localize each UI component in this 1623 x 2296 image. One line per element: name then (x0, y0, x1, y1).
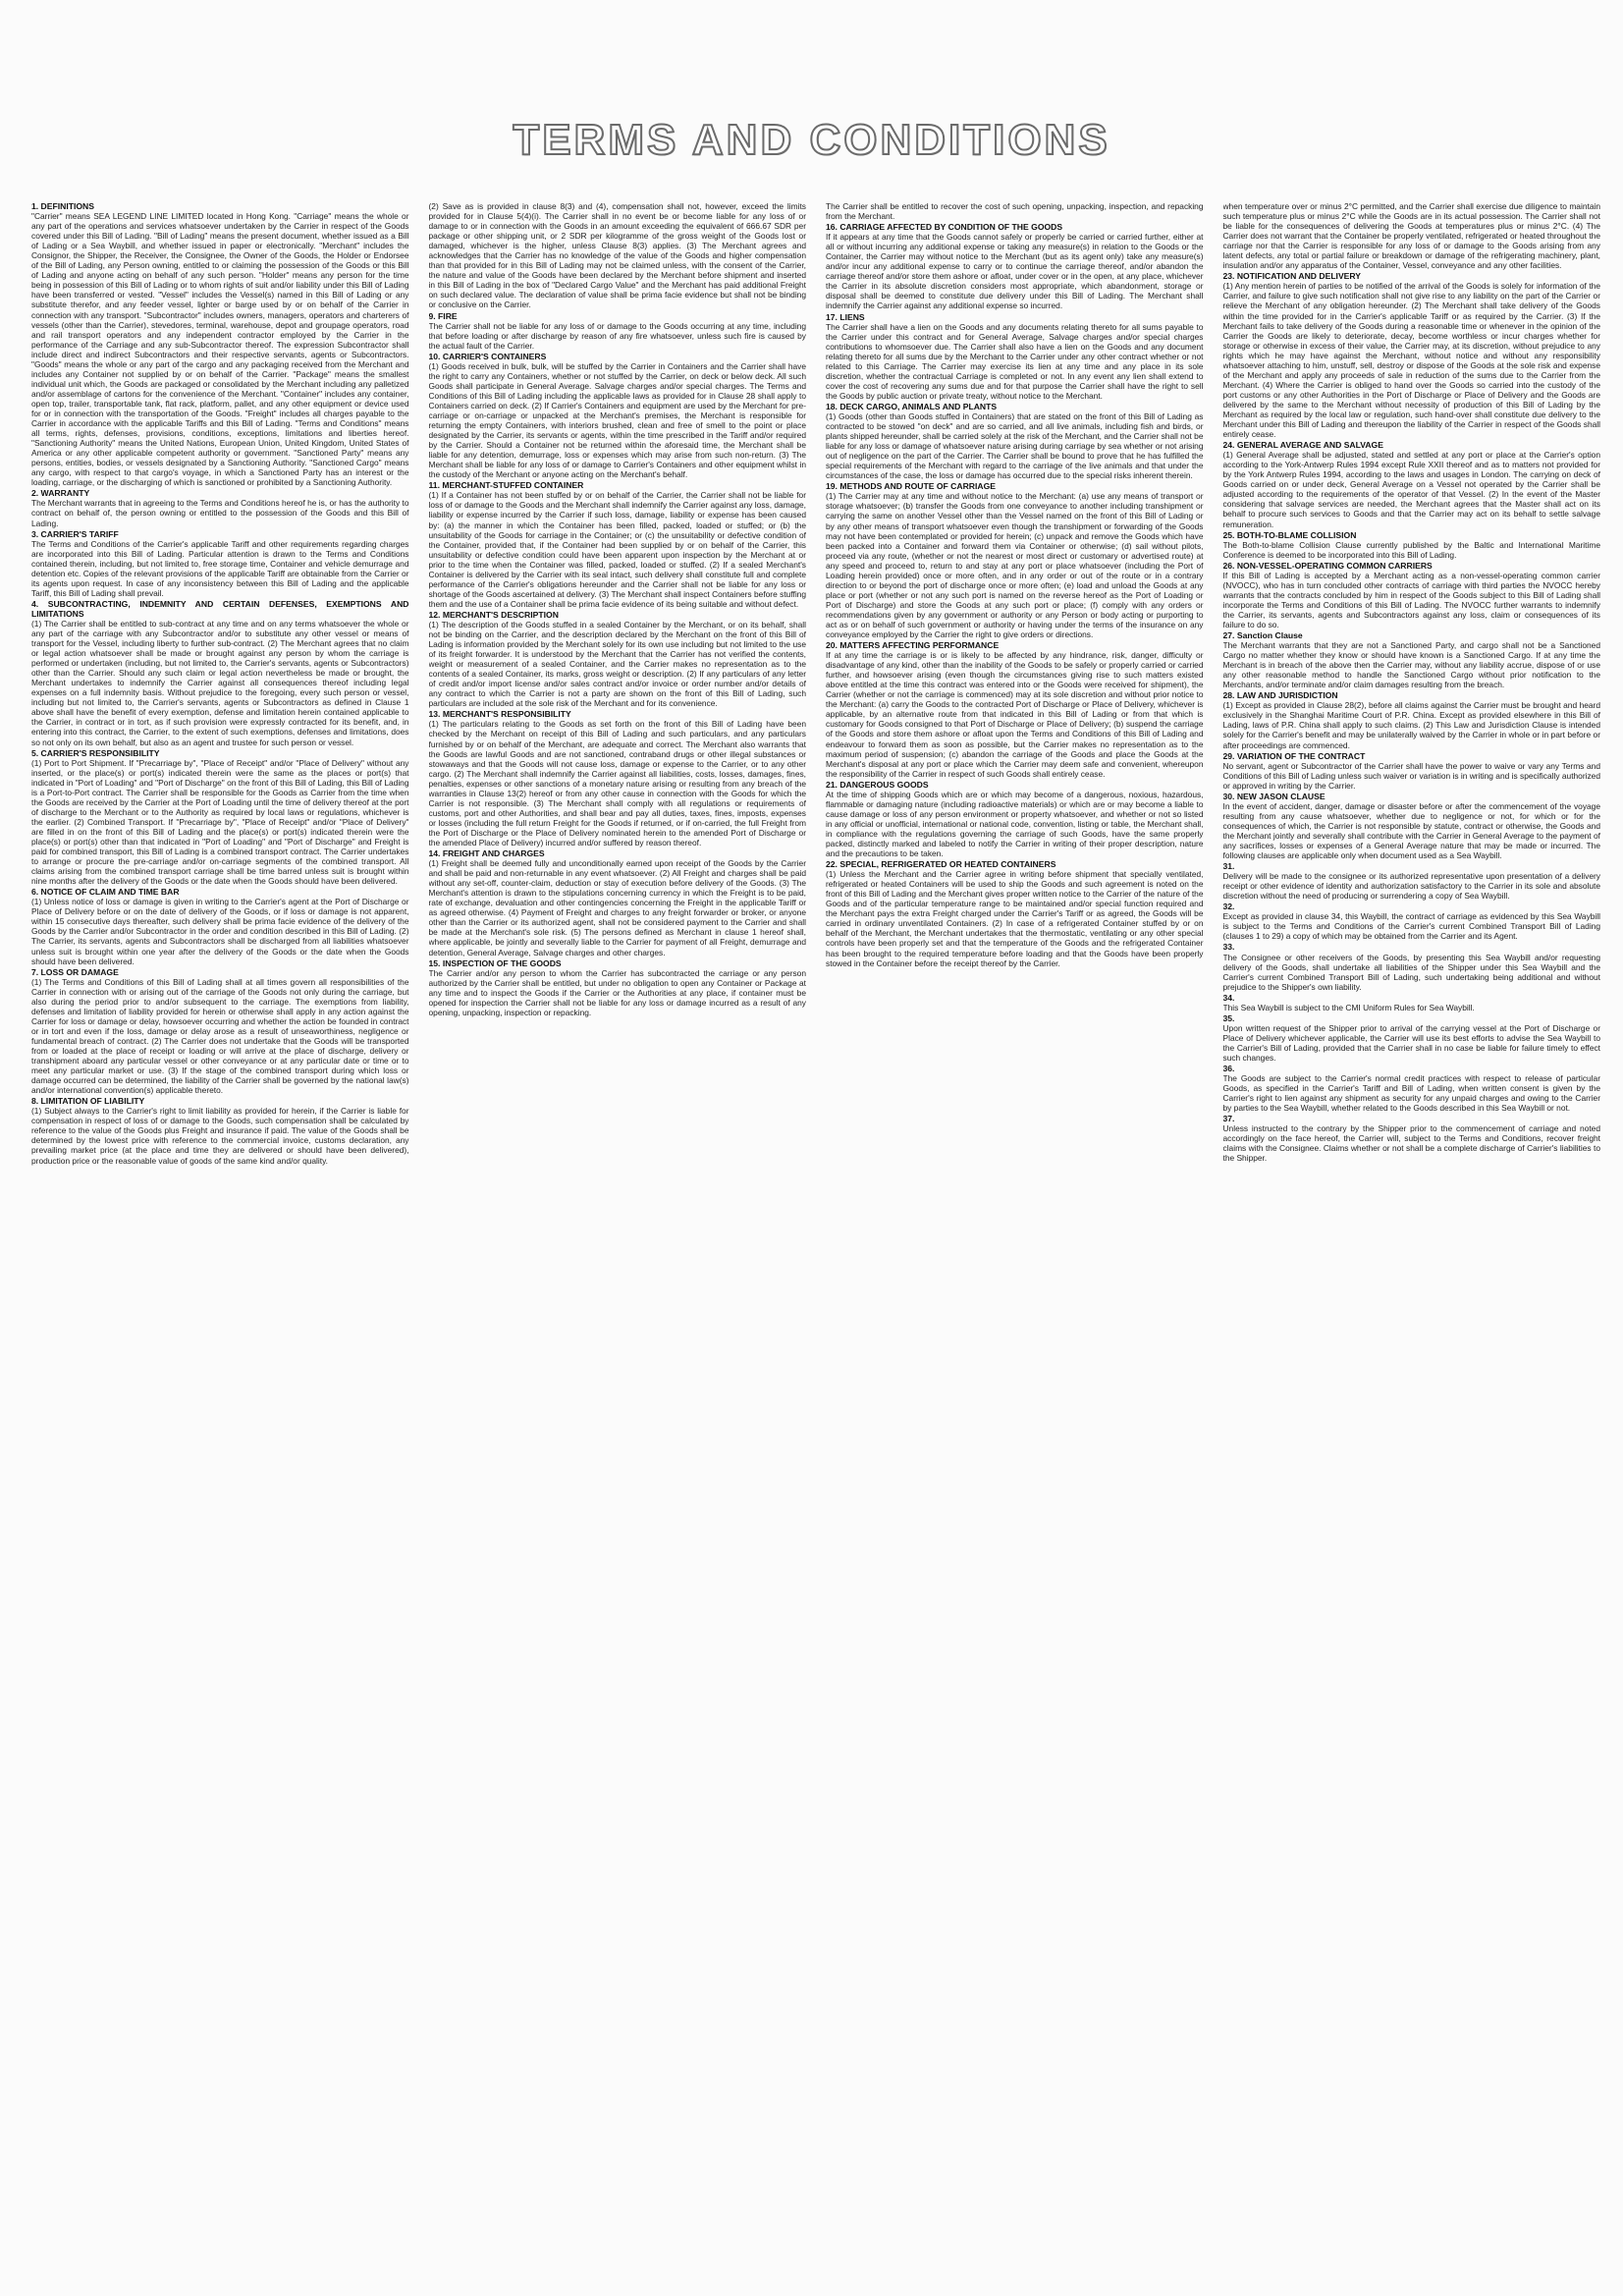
clause-body: Unless instructed to the contrary by the Shipper prior to the commencement of carriage and noted accordingly on the face hereof, the Carrier will, subject to the Terms and Conditions, recover freight claims with the Consignee. Claims whether or not shall be a complete discharge of Carrier's liabilities to the Shipper. (1222, 1123, 1600, 1164)
clause-heading: 26. NON-VESSEL-OPERATING COMMON CARRIERS (1222, 560, 1433, 571)
clause-heading: 15. INSPECTION OF THE GOODS (428, 957, 562, 968)
clause-heading: 5. CARRIER'S RESPONSIBILITY (31, 747, 160, 758)
clause-heading: 22. SPECIAL, REFRIGERATED OR HEATED CONTAINERS (826, 859, 1056, 870)
terms-column-1 (31, 201, 409, 2288)
clause-body: (1) The Terms and Conditions of this Bill of Lading shall at all times govern all responsibilities of the Carrier in connection with or arising out of the carriage of the Goods not only during the carriage, but also during the period prior to and/or subsequent to the carriage. The exemptions from liability, defenses and limitation of liability provided for herein or otherwise shall apply in any action against the Carrier for loss or damage or delay, howsoever occurring and whether the action be founded in contract or in tort and even if the loss, damage or delay arose as a result of unseaworthiness, negligence or fundamental breach of contract. (2) The Carrier does not undertake that the Goods will be transported from or loaded at the place of receipt or loading or will arrive at the place of discharge, delivery or transhipment aboard any particular vessel or other conveyance or at any particular date or time or to meet any particular market or use. (3) If the stage of the combined transport during which loss or damage occurred can be determined, the liability of the Carrier shall be governed by the national law(s) and/or international convention(s) applicable thereto. (31, 976, 409, 1096)
clause-body: (1) Port to Port Shipment. If "Precarriage by", "Place of Receipt" and/or "Place of Delivery" without any inserted, or the place(s) or port(s) indicated therein were the same as the places or port(s) that indicated in "Port of Loading" and "Port of Discharge" on the front of this Bill of Lading, this Bill of Lading is a Port-to-Port contract. The Carrier shall be responsible for the Goods as Carrier from the time when the Goods are received by the Carrier at the Port of Loading until the time of delivery thereof at the port of discharge to the Merchant or to the Authority as required by local laws or regulations, whichever is the earlier. (2) Combined Transport. If "Precarriage by", "Place of Receipt" and/or "Place of Delivery" are filled in on the front of this Bill of Lading and the place(s) or port(s) indicated therein were the place(s) or port(s) other than that indicated in "Port of Loading" and "Port of Discharge" and Freight is paid for combined transport, this Bill of Lading is a combined transport contract. The Carrier undertakes to arrange or procure the pre-carriage and/or on-carriage segments of the combined transport. All claims arising from the combined transport carriage shall be time barred unless suit is brought within nine months after the delivery of the Goods or the date when the Goods should have been delivered. (31, 757, 409, 887)
page-title: TERMS AND CONDITIONS (513, 116, 1110, 164)
clause-section (1223, 271, 1601, 439)
clause-section (429, 709, 807, 847)
clause-section (826, 402, 1204, 480)
clause-section (429, 480, 807, 609)
clause-heading: 31. (1222, 861, 1235, 872)
clause-section (1223, 630, 1601, 689)
clause-body: If this Bill of Lading is accepted by a Merchant acting as a non-vessel-operating common carrier (NVOCC), who has in turn concluded other contracts of carriage with third parties the NVOCC hereby warrants that the contracts concluded by him in respect of the Goods subject to this Bill of Lading shall incorporate the Terms and Conditions of this Bill of Lading. The NVOCC further warrants to indemnify the Carrier, its servants, agents and Subcontractors against any loss, claim or consequences of its failure to do so. (1222, 570, 1600, 629)
clause-heading: 20. MATTERS AFFECTING PERFORMANCE (826, 640, 1000, 651)
clause-heading: 1. DEFINITIONS (31, 201, 94, 211)
clause-body: The Goods are subject to the Carrier's normal credit practices with respect to release of particular Goods, as specified in the Carrier's Tariff and Bill of Lading, when written consent is given by the Carrier's right to lien against any shipment as security for any unpaid charges and owing to the Carrier by parties to the Sea Waybill, whether related to the Goods described in this Sea Waybill or not. (1222, 1073, 1600, 1114)
clause-section (1223, 201, 1601, 270)
clause-body: (1) If a Container has not been stuffed by or on behalf of the Carrier, the Carrier shall not be liable for loss of or damage to the Goods and the Merchant shall indemnify the Carrier against any loss, damage, liability or expense incurred by the Carrier if such loss, damage, liability or expense has been caused by: (a) the manner in which the Container has been filled, packed, loaded or stuffed; or (b) the unsuitability of the Goods for carriage in the Container; or (c) the unsuitability or defective condition of the Container, provided that, if the Container had been supplied by or on behalf of the Carrier, this unsuitability or defective condition could have been apparent upon inspection by the Merchant at or prior to the time when the Container was filled, packed, loaded or stuffed. (2) If a sealed Merchant's Container is delivered by the Carrier with its seal intact, such delivery shall constitute full and complete performance of the Carrier's obligations hereunder and the Carrier shall not be liable for any loss or shortage of the Goods ascertained at delivery. (3) The Merchant shall inspect Containers before stuffing them and the use of a Container shall be prima facie evidence of its being suitable and without defect. (428, 490, 806, 609)
clause-body: (1) Any mention herein of parties to be notified of the arrival of the Goods is solely for information of the Carrier, and failure to give such notification shall not give rise to any liability on the part of the Carrier or relieve the Merchant of any obligation hereunder. (2) The Merchant shall take delivery of the Goods within the time provided for in the Carrier's applicable Tariff or as required by the Carrier. (3) If the Merchant fails to take delivery of the Goods during a reasonable time or whenever in the opinion of the Carrier the Goods are likely to deteriorate, decay, become worthless or incur charges whether for storage or otherwise in excess of their value, the Carrier may, at its discretion, without prejudice to any rights which he may have against the Merchant, without notice and without any responsibility whatsoever attaching to him, unstuff, sell, destroy or dispose of the Goods at the sole risk and expense of the Merchant and apply any proceeds of sale in reduction of the sums due to the Carrier from the Merchant. (4) Where the Carrier is obliged to hand over the Goods so carried into the custody of the port customs or any other Authorities in the Port of Discharge or Place of Delivery and the Goods are delivered by the same to the Merchant without necessity of production of this Bill of Lading by the Merchant as required by the local law or regulation, such hand-over shall constitute due delivery to the Merchant under this Bill of Lading and thereupon the liability of the Carrier in respect of the Goods shall entirely cease. (1222, 281, 1600, 440)
clause-section (1223, 792, 1601, 860)
clause-body: (1) Subject always to the Carrier's right to limit liability as provided for herein, if the Carrier is liable for compensation in respect of loss of or damage to the Goods, such compensation shall be calculated by reference to the value of the Goods plus Freight and insurance if paid. The value of the Goods shall be determined by the lowest price with reference to the commercial invoice, customs declaration, any prevailing market price (at the place and time they are delivered or should have been delivered), production price or the reasonable value of goods of the same kind and/or quality. (31, 1106, 409, 1166)
clause-section (1223, 440, 1601, 528)
clause-section (1223, 530, 1601, 560)
clause-body: (1) Goods received in bulk, bulk, will be stuffed by the Carrier in Containers and the Carrier shall have the right to carry any Containers, whether or not stuffed by the Carrier, on deck or below deck. All such Goods shall participate in General Average. Salvage charges and/or special charges. The Terms and Conditions of this Bill of Lading including the applicable laws as provided for in Clause 28 shall apply to Containers carried on deck. (2) If Carrier's Containers and equipment are used by the Merchant for pre-carriage or on-carriage or unpacked at the Merchant's premises, the Merchant is responsible for returning the empty Containers, with interiors brushed, clean and free of smell to the point or place designated by the Carrier, its servants or agents, within the time prescribed in the Tariff and/or required by the Carrier. Should a Container not be returned within the aforesaid time, the Merchant shall be liable for any detention, demurrage, loss or expenses which may arise from such non-return. (3) The Merchant shall be liable for any loss of or damage to Carrier's Containers and other equipment whilst in the custody of the Merchant or anyone acting on the Merchant's behalf. (428, 360, 806, 480)
clause-body: (1) Unless the Merchant and the Carrier agree in writing before shipment that specially ventilated, refrigerated or heated Containers will be used to ship the Goods and such agreement is noted on the front of this Bill of Lading and the Merchant gives proper written notice to the Carrier of the nature of the Goods and of the particular temperature range to be maintained and/or special function required and the Merchant pays the extra Freight charged under the Carrier's Tariff or as agreed, the Goods will be carried in ordinary unventilated Containers. (2) In case of a refrigerated Container stuffed by or on behalf of the Merchant, the Merchant undertakes that the thermostatic, ventilating or any other special controls have been properly set and that the temperature of the Goods and the refrigerated Container has been brought to the required temperature before loading and that the Goods have been properly stowed in the Container before the receipt thereof by the Carrier. (826, 869, 1204, 968)
clause-body: The Carrier shall be entitled to recover the cost of such opening, unpacking, inspection, and repacking from the Merchant. (826, 201, 1204, 222)
clause-body: (2) Save as is provided in clause 8(3) and (4), compensation shall not, however, exceed the limits provided for in Clause 5(4)(i). The Carrier shall in no event be or become liable for any loss of or damage to or in connection with the Goods in an amount exceeding the equivalent of 666.67 SDR per package or other shipping unit, or 2 SDR per kilogramme of the gross weight of the Goods lost or damaged, whichever is the higher, unless Clause 8(3) applies. (3) The Merchant agrees and acknowledges that the Carrier has no knowledge of the value of the Goods and higher compensation than that provided for in this Bill of Lading may not be claimed unless, with the consent of the Carrier, the nature and value of the Goods have been declared by the Merchant before shipment and inserted in this Bill of Lading in the box of "Declared Cargo Value" and the Merchant has paid additional Freight on such declared value. The declaration of value shall be prima facie evidence but shall not be binding or conclusive on the Carrier. (428, 201, 806, 310)
clause-heading: 10. CARRIER'S CONTAINERS (428, 351, 547, 361)
clause-section (1223, 1114, 1601, 1163)
clause-heading: 29. VARIATION OF THE CONTRACT (1222, 750, 1366, 761)
clause-section (826, 859, 1204, 968)
clause-section (1223, 902, 1601, 941)
clause-heading: 30. NEW JASON CLAUSE (1222, 791, 1325, 801)
clause-body: The Carrier and/or any person to whom the Carrier has subcontracted the carriage or any person authorized by the Carrier shall be entitled, but under no obligation to open any Container or Package at any time and to inspect the Goods if the Carrier or the Authorities at any place, if container must be opened for inspection the Carrier shall not be liable for any loss or damage incurred as a result of any opening, unpacking, inspection or repacking. (428, 967, 806, 1017)
clause-section (31, 748, 409, 887)
clause-body: when temperature over or minus 2°C permitted, and the Carrier shall exercise due diligence to maintain such temperature plus or minus 2°C while the Goods are in its actual possession. The Carrier shall not be liable for the consequences of delivering the Goods at temperatures plus or minus 2°C. (4) The Carrier does not warrant that the Container be properly ventilated, refrigerated or heated throughout the carriage nor that the Carrier is responsible for any loss of or damage to the Goods arising from any latent defects, any total or partial failure or breakdown or damage of the refrigerating machinery, plant, insulation and/or any apparatus of the Container, Vessel, conveyance and any other facilities. (1222, 201, 1600, 271)
clause-heading: 33. (1222, 942, 1235, 953)
clause-body: The Carrier shall have a lien on the Goods and any documents relating thereto for all sums payable to the Carrier under this contract and for General Average, Salvage charges and/or special charges contributions to whomsoever due. The Carrier shall also have a lien on the Goods and any document relating thereto for all sums due by the Merchant to the Carrier under any other contract whether or not related to this Carriage. The Carrier may exercise its lien at any time and any place in its sole discretion, whether the contractual Carriage is completed or not. In any event any lien shall extend to cover the cost of recovering any sums due and for that purpose the Carrier shall have the right to sell the Goods by public auction or private treaty, without notice to the Merchant. (826, 321, 1204, 401)
clause-section (31, 488, 409, 527)
clause-heading: 17. LIENS (826, 311, 865, 322)
clause-section (429, 352, 807, 480)
terms-column-3 (826, 201, 1204, 2288)
clause-section (826, 201, 1204, 221)
clause-heading: 36. (1222, 1064, 1235, 1074)
clause-section (31, 1096, 409, 1165)
clause-section (1223, 751, 1601, 791)
clause-section (429, 848, 807, 957)
clause-heading: 11. MERCHANT-STUFFED CONTAINER (428, 480, 584, 491)
clause-body: (1) The description of the Goods stuffed in a sealed Container by the Merchant, or on its behalf, shall not be binding on the Carrier, and the description declared by the Merchant on the front of this Bill of Lading is information provided by the Merchant solely for its own use including but not limited to the use of its freight forwarder. It is understood by the Merchant that the Carrier has not verified the contents, weight or measurement of a sealed Container, and the Carrier makes no representation as to the contents of a sealed Container, its marks, gross weight or description. (2) If any particulars of any letter of credit and/or import license and/or sales contract and/or invoice or order number and/or details of any contract to which the Carrier is not a party are shown on the front of this Bill of Lading, such particulars are included at the sole risk of the Merchant and for its convenience. (428, 619, 806, 709)
clause-body: The Both-to-blame Collision Clause currently published by the Baltic and International Maritime Conference is deemed to be incorporated into this Bill of Lading. (1222, 539, 1600, 560)
clause-heading: 6. NOTICE OF CLAIM AND TIME BAR (31, 887, 180, 898)
clause-body: This Sea Waybill is subject to the CMI Uniform Rules for Sea Waybill. (1222, 1002, 1475, 1012)
clause-section (429, 610, 807, 708)
clause-body: If at any time the carriage is or is likely to be affected by any hindrance, risk, danger, difficulty or disadvantage of any kind, other than the inability of the Goods to be safely or properly carried or carried further, and howsoever arising (even though the circumstances giving rise to such matters existed above entitled at the time this contract was entered into or the Goods were received for shipment), the Carrier (whether or not the carriage is commenced) may at its sole discretion and without prior notice to the Merchant: (a) carry the Goods to the contracted Port of Discharge or Place of Delivery, whichever is applicable, by an alternative route from that indicated in this Bill of Lading or from that which is customary for Goods consigned to that Port of Discharge or Place of Delivery; (b) suspend the carriage of the Goods and store them ashore or afloat upon the Terms and Conditions of this Bill of Lading and endeavour to forward them as soon as possible, but the Carrier makes no representation as to the maximum period of suspension; (c) abandon the carriage of the Goods and place the Goods at the Merchant's disposal at any port or place which the Carrier may deem safe and convenient, whereupon the responsibility of the Carrier in respect of such Goods shall entirely cease. (826, 650, 1204, 779)
clause-body: (1) General Average shall be adjusted, stated and settled at any port or place at the Carrier's option according to the York-Antwerp Rules 1994 except Rule XXII thereof and as to matters not provided for by the York Antwerp Rules 1994, according to the laws and usages in London. The carrying on deck of Goods carried on or under deck, General Average on a Vessel not operated by the Carrier shall be adjusted according to the requirements of the operator of that Vessel. (2) In the event of the Master considering that salvage services are needed, the Merchant agrees that the Master shall act on its behalf to procure such services to Goods and that the Carrier may act on its behalf to settle salvage remuneration. (1222, 450, 1600, 529)
terms-column-2 (429, 201, 807, 2288)
clause-heading: 21. DANGEROUS GOODS (826, 779, 929, 790)
clause-heading: 9. FIRE (428, 310, 458, 321)
clause-section (826, 780, 1204, 858)
clause-section (826, 222, 1204, 310)
clause-heading: 19. METHODS AND ROUTE OF CARRIAGE (826, 481, 996, 492)
clause-body: The Carrier shall not be liable for any loss of or damage to the Goods occurring at any time, including that before loading or after discharge by reason of any fire whatsoever, unless such fire is caused by the actual fault of the Carrier. (428, 320, 806, 351)
clause-section (1223, 1064, 1601, 1113)
clause-section (31, 967, 409, 1096)
clause-heading: 7. LOSS OR DAMAGE (31, 966, 119, 977)
clause-body: "Carrier" means SEA LEGEND LINE LIMITED located in Hong Kong. "Carriage" means the whole or any part of the operations and services whatsoever undertaken by the Carrier in respect of the Goods covered under this Bill of Lading. "Bill of Lading" means the present document, whether issued as a Bill of Lading or a Sea Waybill, and whether issued in paper or electronically. "Merchant" includes the Consignor, the Shipper, the Receiver, the Consignee, the Owner of the Goods, the Holder or Endorsee of the Bill of Lading, any Person owning, entitled to or claiming the possession of the Goods or this Bill of Lading and anyone acting on behalf of any such person. "Holder" means any person for the time being in possession of this Bill of Lading or to whom rights of suit and/or liability under this Bill of Lading have been transferred or vested. "Vessel" includes the Vessel(s) named in this Bill of Lading or any substitute therefor, and any feeder vessel, lighter or barge used by or on behalf of the Carrier in connection with any transport. "Subcontractor" includes owners, managers, operators and charterers of vessels (other than the Carrier), stevedores, terminal, warehouse, depot and groupage operators, road and rail transport operators and any independent contractor employed by the Carrier in the performance of the Carriage and any sub-Subcontractor thereof. The expression Subcontractor shall include direct and indirect Subcontractors and their respective servants, agents or Subcontractors. "Goods" means the whole or any part of the cargo and any packaging received from the Merchant and includes any Container not supplied by or on behalf of the Carrier. "Package" means the smallest individual unit which, the Goods are packaged or consolidated by the Merchant including any palletized and/or assemblage of cartons for the convenience of the Merchant. "Container" includes any container, open top, trailer, transportable tank, flat rack, platform, pallet, and any other equipment or device used for or in connection with the transportation of the Goods. "Freight" includes all charges payable to the Carrier in accordance with the applicable Tariffs and this Bill of Lading. "Terms and Conditions" means all terms, rights, defenses, provisions, conditions, exceptions, limitations and liberties hereof. "Sanctioning Authority" means the United Nations, European Union, United Kingdom, United States of America or any other applicable competent authority or government. "Sanctioned Party" means any persons, entities, bodies, or vessels designated by a Sanctioning Authority. "Sanctioned Cargo" means any cargo, with respect to that cargo's voyage, in which a Sanctioned Party has an interest or the loading, carriage, or the discharging of which is sanctioned or prohibited by a Sanctioning Authority. (31, 211, 409, 488)
clause-body: No servant, agent or Subcontractor of the Carrier shall have the power to waive or vary any Terms and Conditions of this Bill of Lading unless such waiver or variation is in writing and is specifically authorized or approved in writing by the Carrier. (1222, 760, 1600, 791)
clause-section (429, 201, 807, 310)
clause-body: (1) Unless notice of loss or damage is given in writing to the Carrier's agent at the Port of Discharge or Place of Delivery before or on the date of delivery of the Goods, or if loss or damage is not apparent, within 15 consecutive days thereafter, such delivery shall be prima facie evidence of the delivery of the Goods by the Carrier and/or Subcontractor in the order and condition described in this Bill of Lading. (2) The Carrier, its servants, agents and Subcontractors shall be discharged from all liabilities whatsoever unless suit is brought within one year after the delivery of the Goods or the date when the Goods should have been delivered. (31, 897, 409, 966)
clause-heading: 3. CARRIER'S TARIFF (31, 528, 119, 539)
clause-body: Delivery will be made to the consignee or its authorized representative upon presentation of a delivery receipt or other evidence of identity and authorization satisfactory to the Carrier in its sole and absolute discretion without the need of producing or surrendering a copy of Sea Waybill. (1222, 871, 1600, 902)
clause-heading: 35. (1222, 1012, 1235, 1023)
clause-body: (1) Freight shall be deemed fully and unconditionally earned upon receipt of the Goods by the Carrier and shall be paid and non-returnable in any event whatsoever. (2) All Freight and charges shall be paid without any set-off, counter-claim, deduction or stay of execution before delivery of the Goods. (3) The Merchant's attention is drawn to the stipulations concerning currency in which the Freight is to be paid, rate of exchange, devaluation and other contingencies concerning the Freight in the applicable Tariff or as agreed otherwise. (4) Payment of Freight and charges to any freight forwarder or broker, or anyone other than the Carrier or its authorized agent, shall not be considered payment to the Carrier and shall be made at the Merchant's sole risk. (5) The persons defined as Merchant in clause 1 hereof shall, where applicable, be jointly and severally liable to the Carrier for payment of all Freight, demurrage and detention, General Average, Salvage charges and other charges. (428, 858, 806, 957)
clause-body: The Consignee or other receivers of the Goods, by presenting this Sea Waybill and/or requesting delivery of the Goods, shall undertake all liabilities of the Shipper under this Sea Waybill and the Carrier's current Combined Transport Bill of Lading, such undertaking being additional and without prejudice to the Shipper's own liability. (1222, 952, 1600, 992)
clause-heading: 25. BOTH-TO-BLAME COLLISION (1222, 529, 1357, 540)
clause-body: Upon written request of the Shipper prior to arrival of the carrying vessel at the Port of Discharge or Place of Delivery whichever applicable, the Carrier will use its best efforts to advise the Sea Waybill to the Carrier's Bill of Lading, provided that the Carrier shall in no case be liable for failure timely to effect such changes. (1222, 1022, 1600, 1063)
clause-section (31, 529, 409, 598)
clause-section (1223, 561, 1601, 629)
clause-section (429, 311, 807, 351)
clause-body: (1) Goods (other than Goods stuffed in Containers) that are stated on the front of this Bill of Lading as contracted to be stowed "on deck" and are so carried, and all live animals, including fish and birds, or plants shipped hereunder, shall be carried solely at the risk of the Merchant, and the Carrier shall not be liable for any loss or damage of whatsoever nature arising during carriage by sea whether or not arising out of negligence on the part of the Carrier. The Carrier shall be bound to prove that he has fulfilled the special requirements of the Merchant with regard to the carriage of the live animals and that under the circumstances of the case, the loss or damage has occurred due to the special risks inherent therein. (826, 410, 1204, 481)
clause-body: (1) The particulars relating to the Goods as set forth on the front of this Bill of Lading have been checked by the Merchant on receipt of this Bill of Lading and such particulars, and any particulars furnished by or on behalf of the Merchant, are adequate and correct. The Merchant also warrants that the Goods are lawful Goods and are not sanctioned, contraband drugs or other illegal substances or stowaways and that the Goods will not cause loss, damage or expense to the Carrier, or to any other cargo. (2) The Merchant shall indemnify the Carrier against all liabilities, costs, losses, damages, fines, penalties, expenses or other sanctions of a monetary nature arising or resulting from any breach of the warranties in Clause 13(2) hereof or from any other cause in connection with the Goods for which the Carrier is not responsible. (3) The Merchant shall comply with all regulations or requirements of customs, port and other Authorities, and shall bear and pay all duties, taxes, fines, imposts, expenses or losses (including the full return Freight for the Goods if returned, or if on-carried, the full Freight from the Port of Discharge or the Place of Delivery nominated herein to the amended Port of Discharge or the amended Place of Delivery) incurred and/or suffered by reason thereof. (428, 719, 806, 847)
clause-body: In the event of accident, danger, damage or disaster before or after the commencement of the voyage resulting from any cause whatsoever, whether due to negligence or not, for which or for the consequences of which, the Carrier is not responsible by statute, contract or otherwise, the Goods and the Merchant jointly and severally shall contribute with the Carrier in General Average to the payment of any sacrifices, losses or expenses of a General Average nature that may be made or incurred. The following clauses are applicable only when document used as a Sea Waybill. (1222, 800, 1600, 861)
clause-body: (1) The Carrier may at any time and without notice to the Merchant: (a) use any means of transport or storage whatsoever; (b) transfer the Goods from one conveyance to another including transhipment or carrying the same on another Vessel other than the Vessel named on the front of this Bill of Lading or by any other means of transport whatsoever even though the transhipment or forwarding of the Goods may not have been contemplated or provided for herein; (c) unpack and remove the Goods which have been packed into a Container and forward them via Container or otherwise; (d) sail without pilots, proceed via any route, (whether or not the nearest or most direct or customary or advertised route) at any speed and proceed to, return to and stay at any port or place whatsoever (including the Port of Loading herein provided) once or more often, and in any order or out of the route or in a contrary direction to or beyond the port of discharge once or more often; (e) load and unload the Goods at any place or port (whether or not any such port is named on the reverse hereof as the Port of Loading or Port of Discharge) and store the Goods at any such port or place; (f) comply with any orders or recommendations given by any government or authority or any Person or body acting or purporting to act as or on behalf of such government or authority or having under the terms of the insurance on any conveyance employed by the Carrier the right to give orders or directions. (826, 491, 1204, 640)
clause-heading: 34. (1222, 992, 1235, 1003)
clause-heading: 23. NOTIFICATION AND DELIVERY (1222, 271, 1362, 282)
clause-section (1223, 993, 1601, 1012)
clause-section (1223, 942, 1601, 991)
clause-section (1223, 1013, 1601, 1063)
clause-heading: 24. GENERAL AVERAGE AND SALVAGE (1222, 440, 1383, 451)
clause-section (31, 599, 409, 747)
clause-heading: 8. LIMITATION OF LIABILITY (31, 1096, 145, 1107)
clause-heading: 18. DECK CARGO, ANIMALS AND PLANTS (826, 401, 998, 411)
clause-section (826, 312, 1204, 401)
terms-columns (31, 201, 1600, 2288)
clause-body: If it appears at any time that the Goods cannot safely or properly be carried or carried further, either at all or without incurring any additional expense or taking any measure(s) in relation to the Goods or the Container, the Carrier may without notice to the Merchant (but as its agent only) take any measure(s) and/or incur any additional expense to carry or to continue the carriage thereof, and/or abandon the carriage thereof and/or store them ashore or afloat, under cover or in the open, at any place, whichever the Carrier in its absolute discretion considers most appropriate, which abandonment, storage or disposal shall be deemed to constitute due delivery under this Bill of Lading. The Merchant shall indemnify the Carrier against any additional expense so incurred. (826, 232, 1204, 311)
clause-section (429, 958, 807, 1017)
clause-body: The Terms and Conditions of the Carrier's applicable Tariff and other requirements regarding charges are incorporated into this Bill of Lading. Particular attention is drawn to the Terms and Conditions contained therein, including, but not limited to, free storage time, Container and vehicle demurrage and detention etc. Copies of the relevant provisions of the applicable Tariff are obtainable from the Carrier or its agents upon request. In case of any inconsistency between this Bill of Lading and the applicable Tariff, this Bill of Lading shall prevail. (31, 538, 409, 598)
clause-heading: 2. WARRANTY (31, 488, 90, 499)
clause-section (1223, 690, 1601, 749)
clause-body: The Merchant warrants that they are not a Sanctioned Party, and cargo shall not be a Sanctioned Cargo no matter whether they know or should have known is a Sanctioned Cargo. If at any time the Merchant is in breach of the above then the Carrier may, without any liability accrue, dispose of or use any other reasonable method to handle the Sanctioned Cargo without prior notification to the Merchants, and/or terminate and/or claim damages resulting from the breach. (1222, 640, 1600, 690)
terms-column-4 (1223, 201, 1601, 2288)
clause-section (31, 887, 409, 965)
clause-body: Except as provided in clause 34, this Waybill, the contract of carriage as evidenced by this Sea Waybill is subject to the Terms and Conditions of the Carrier's current Combined Transport Bill of Lading (clauses 1 to 29) a copy of which may be obtained from the Carrier and its Agent. (1222, 911, 1600, 942)
clause-heading: 32. (1222, 902, 1235, 912)
clause-heading: 4. SUBCONTRACTING, INDEMNITY AND CERTAIN DEFENSES, EXEMPTIONS AND LIMITATIONS (31, 598, 409, 619)
clause-heading: 28. LAW AND JURISDICTION (1222, 690, 1338, 701)
clause-heading: 13. MERCHANT'S RESPONSIBILITY (428, 709, 571, 720)
clause-heading: 12. MERCHANT'S DESCRIPTION (428, 609, 559, 620)
clause-heading: 16. CARRIAGE AFFECTED BY CONDITION OF THE GOODS (826, 222, 1063, 233)
clause-body: At the time of shipping Goods which are or which may become of a dangerous, noxious, hazardous, flammable or damaging nature (including radioactive materials) or which are or may become a liable to cause damage or loss of any person environment or property whatsoever, and whether or not so listed in any official or unofficial, international or national code, convention, listing or table, the Merchant shall, in compliance with the regulations governing the carriage of such Goods, have the same properly packed, distinctly marked and labeled to notify the Carrier in writing of their proper description, nature and the precautions to be taken. (826, 789, 1204, 859)
clause-section (826, 481, 1204, 639)
clause-body: (1) Except as provided in Clause 28(2), before all claims against the Carrier must be brought and heard exclusively in the Shanghai Maritime Court of P.R. China. Except as provided elsewhere in this Bill of Lading, laws of P.R. China shall apply to such claims. (2) This Law and Jurisdiction Clause is intended solely for the Carrier's benefit and may be unilaterally waived by the Carrier in whole or in part before or after proceedings are commenced. (1222, 700, 1600, 750)
clause-section (826, 640, 1204, 779)
clause-body: The Merchant warrants that in agreeing to the Terms and Conditions hereof he is, or has the authority to contract on behalf of, the person owning or entitled to the possession of the Goods and this Bill of Lading. (31, 498, 409, 528)
clause-heading: 27. Sanction Clause (1222, 630, 1303, 641)
clause-heading: 37. (1222, 1114, 1235, 1124)
clause-section (31, 201, 409, 487)
clause-body: (1) The Carrier shall be entitled to sub-contract at any time and on any terms whatsoever the whole or any part of the carriage with any Subcontractor and/or to substitute any other vessel or means of transport for the Vessel, including liberty to further sub-contract. (2) The Merchant agrees that no claim or legal action whatsoever shall be made or brought against any person by whom the carriage is performed or undertaken (including, but not limited to, the Carrier's servants, agents or Subcontractors) other than the Carrier. Should any such claim or legal action nevertheless be made or brought, the Merchant undertakes to indemnify the Carrier against all consequences thereof including legal expenses on a full indemnity basis. Without prejudice to the foregoing, every such person or vessel, including but not limited to, the Carrier's servants, agents or Subcontractors as defined in Clause 1 above shall have the benefit of every exemption, defense and limitation herein contained applicable to the Carrier, in contract or in tort, as if such provision were expressly contracted for its benefit, and, in entering into this contract, the Carrier, to the extent of such exemptions, defenses and limitations, does so not only on its own behalf, but also as an agent and trustee for such person or vessel. (31, 618, 409, 747)
clause-section (1223, 861, 1601, 901)
clause-heading: 14. FREIGHT AND CHARGES (428, 848, 545, 859)
